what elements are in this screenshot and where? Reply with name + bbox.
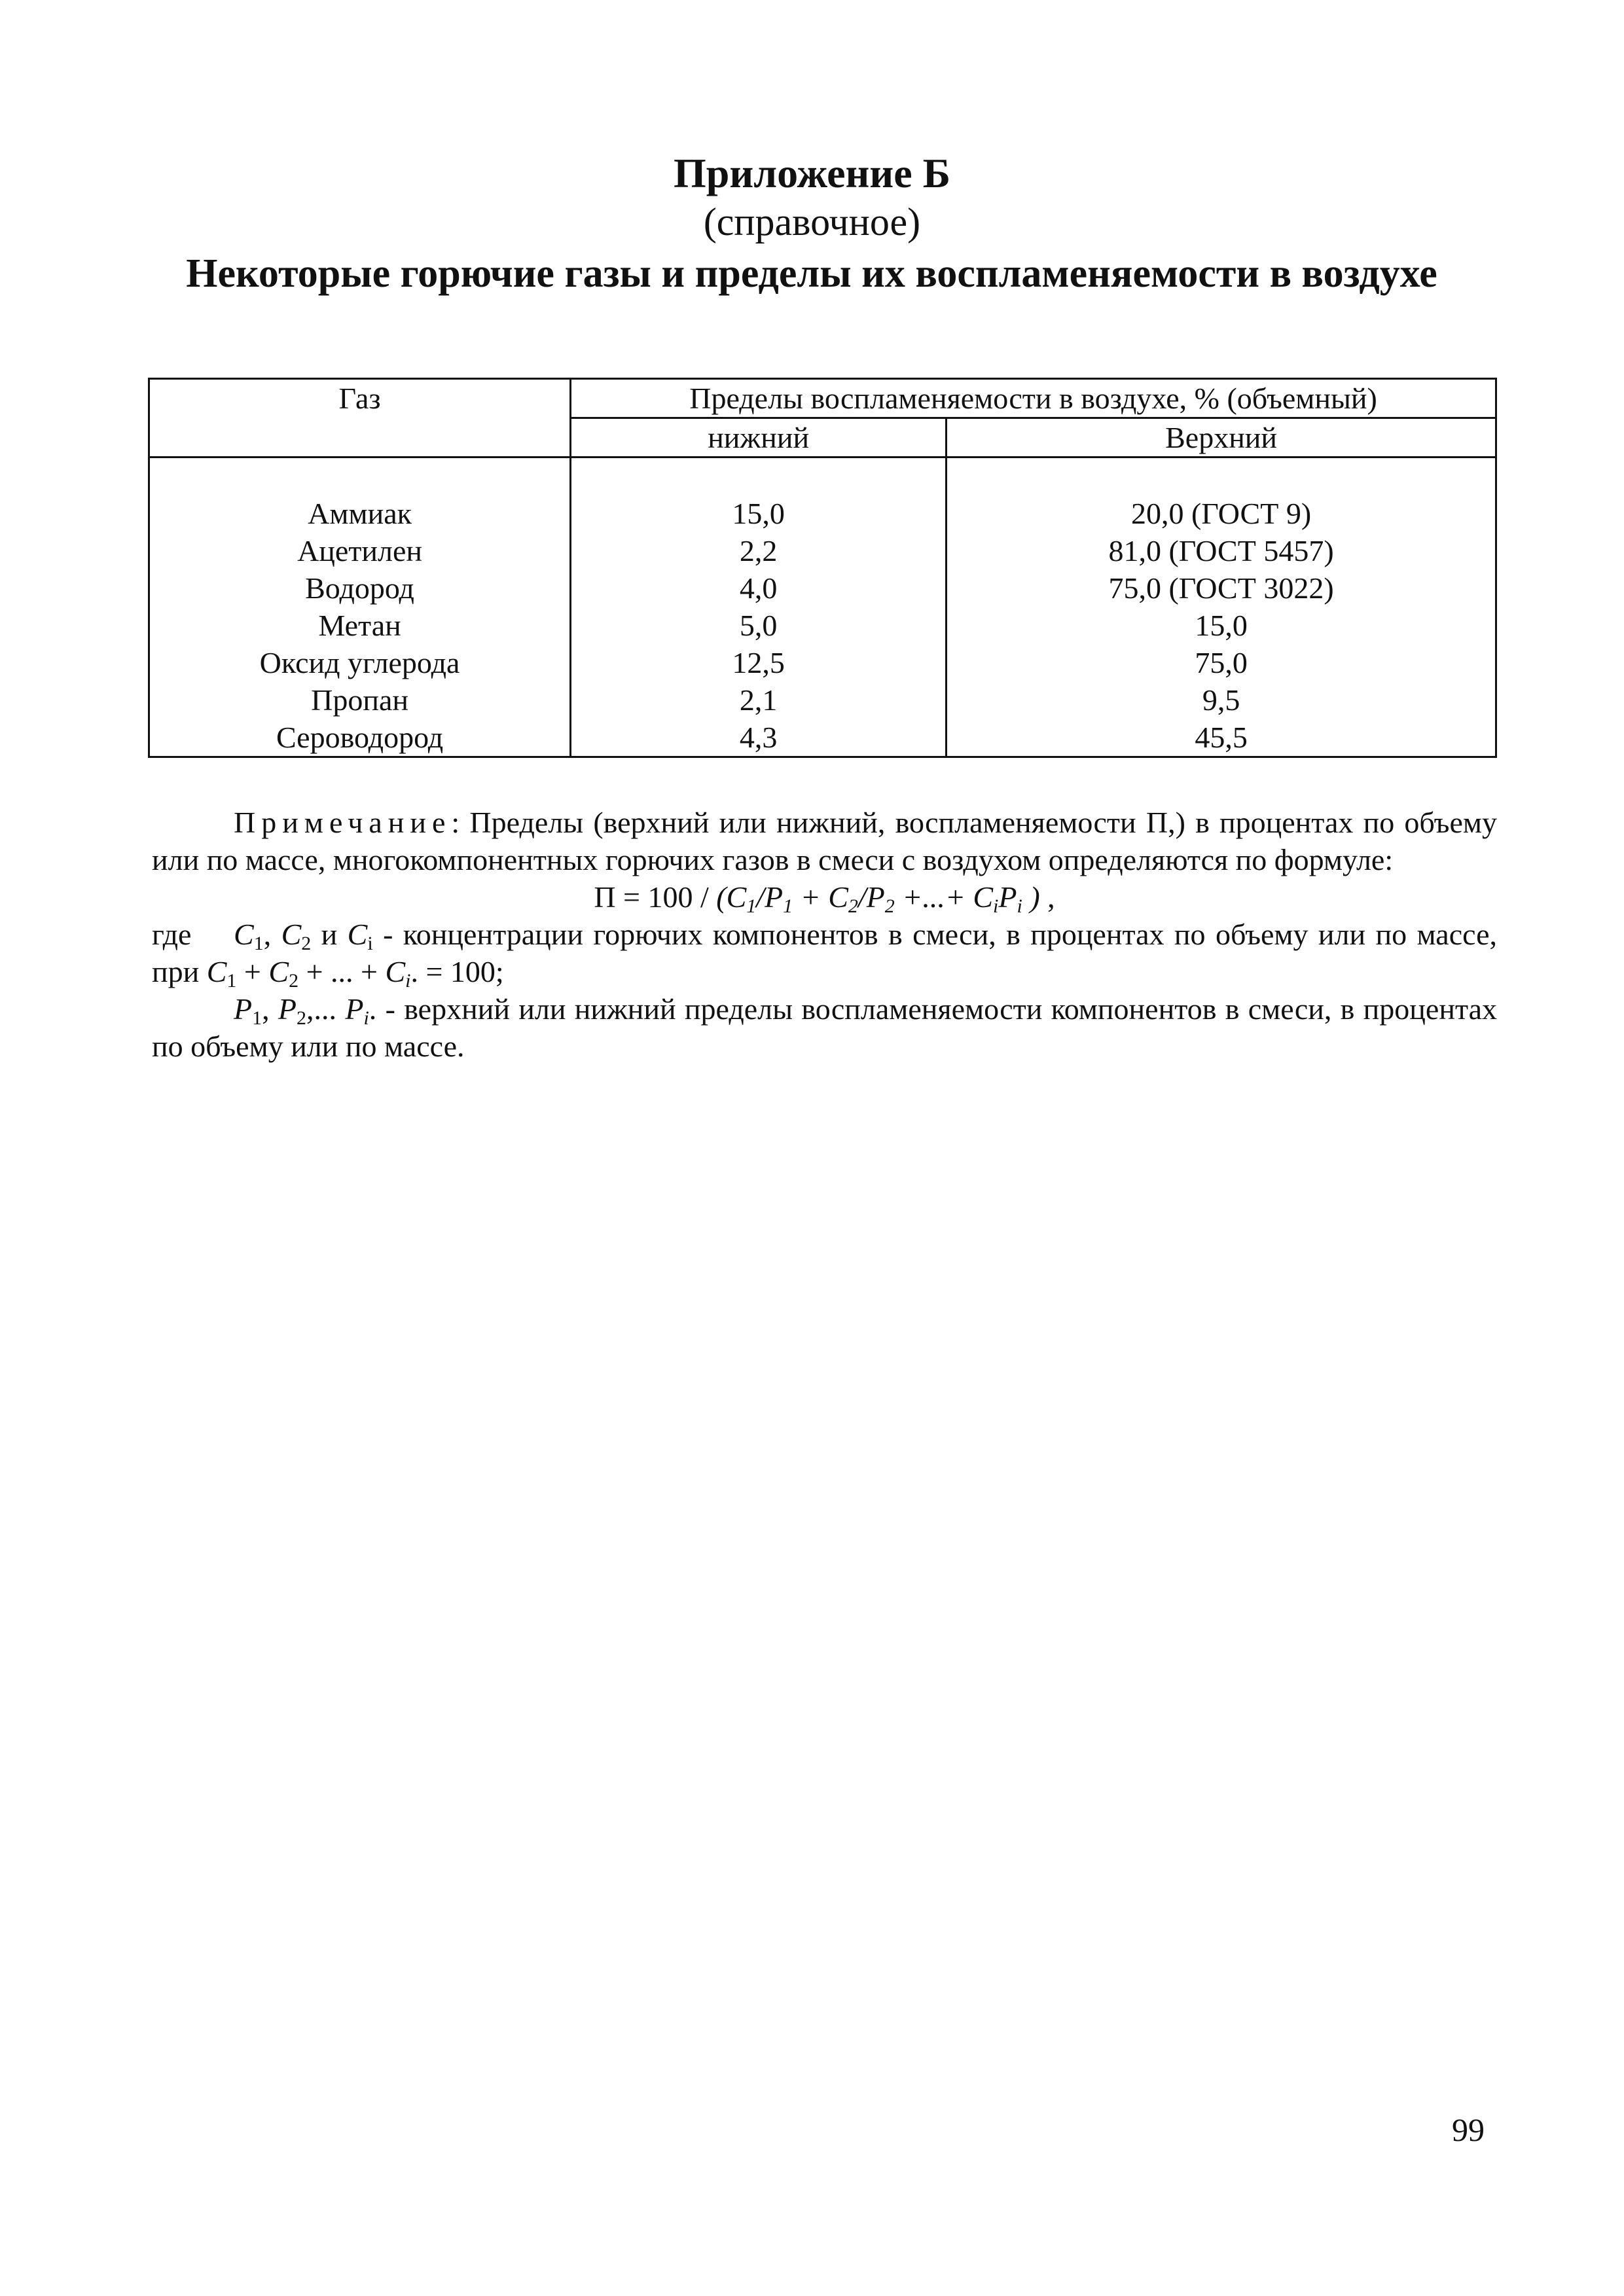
cell-gas: Оксид углерода [149,644,571,681]
page-number: 99 [1452,2111,1485,2148]
cell-lower: 5,0 [571,607,947,644]
cell-upper: 45,5 [947,719,1496,757]
note-label: Примечание [234,806,452,839]
cell-upper: 81,0 (ГОСТ 5457) [947,532,1496,569]
table-row [149,681,1496,719]
formula: $П = 100 / (C_1/P_1 + C_2/P_2$ +...+ $C_iP_i$ ) , [594,880,1055,917]
table-row [149,532,1496,569]
cell-lower: 4,0 [571,569,947,607]
where-p-text: - верхний или нижний пределы воспламеняемости компонентов в смеси, в процентах по объему или по массе. [152,992,1498,1063]
cell-upper: 75,0 (ГОСТ 3022) [947,569,1496,607]
table-row [149,644,1496,681]
table-header-row [149,379,1496,418]
note-paragraph [152,804,1497,878]
table-row [149,495,1496,532]
header-gas: Газ [149,379,571,457]
table-caption: Некоторые горючие газы и пределы их воспламеняемости в воздухе [186,251,1437,296]
cell-lower: 4,3 [571,719,947,757]
cell-upper: 9,5 [947,681,1496,719]
where-c-text: - концентрации горючих компонентов в смеси, в процентах по объему или по массе, при [152,918,1497,988]
flammability-table [148,378,1497,758]
appendix-title: Приложение Б [674,150,950,196]
cell-lower: 2,2 [571,532,947,569]
cell-gas: Аммиак [149,495,571,532]
cell-upper: 20,0 (ГОСТ 9) [947,495,1496,532]
cell-gas: Пропан [149,681,571,719]
where-label: где [152,918,192,951]
cell-lower: 12,5 [571,644,947,681]
formula-rhs: , [1047,880,1055,914]
where-c-definition: где $C_1$, $C_2$ и $C_i$ - концентрации горючих компонентов в смеси, в процентах по объему или по массе, при $C_1 + C_2$ + ... + $C_i$. = 100; [152,916,1497,990]
where-c-end: = 100; [425,955,504,988]
table-row [149,607,1496,644]
cell-lower: 2,1 [571,681,947,719]
table-spacer-row [149,457,1496,495]
formula-lhs: П = 100 / [594,880,717,914]
where-p-definition: $P_1$, $P_2$,... $P_i$. - верхний или нижний пределы воспламеняемости компонентов в смеси, в процентах по объему или по массе. [152,992,1498,1063]
table-row [149,719,1496,757]
cell-upper: 75,0 [947,644,1496,681]
header-limits: Пределы воспламеняемости в воздухе, % (объемный) [571,379,1496,418]
header-lower: нижний [571,418,947,457]
cell-gas: Метан [149,607,571,644]
cell-upper: 15,0 [947,607,1496,644]
header-upper: Верхний [947,418,1496,457]
note-text: : Пределы (верхний или нижний, воспламеняемости П,) в процентах по объему или по массе, многокомпонентных горючих газов в смеси с воздухом определяются по формуле: [152,806,1497,876]
cell-gas: Водород [149,569,571,607]
table-row [149,569,1496,607]
appendix-subtitle: (справочное) [703,200,921,243]
note-block [152,804,1497,1065]
cell-gas: Ацетилен [149,532,571,569]
cell-lower: 15,0 [571,495,947,532]
cell-gas: Сероводород [149,719,571,757]
